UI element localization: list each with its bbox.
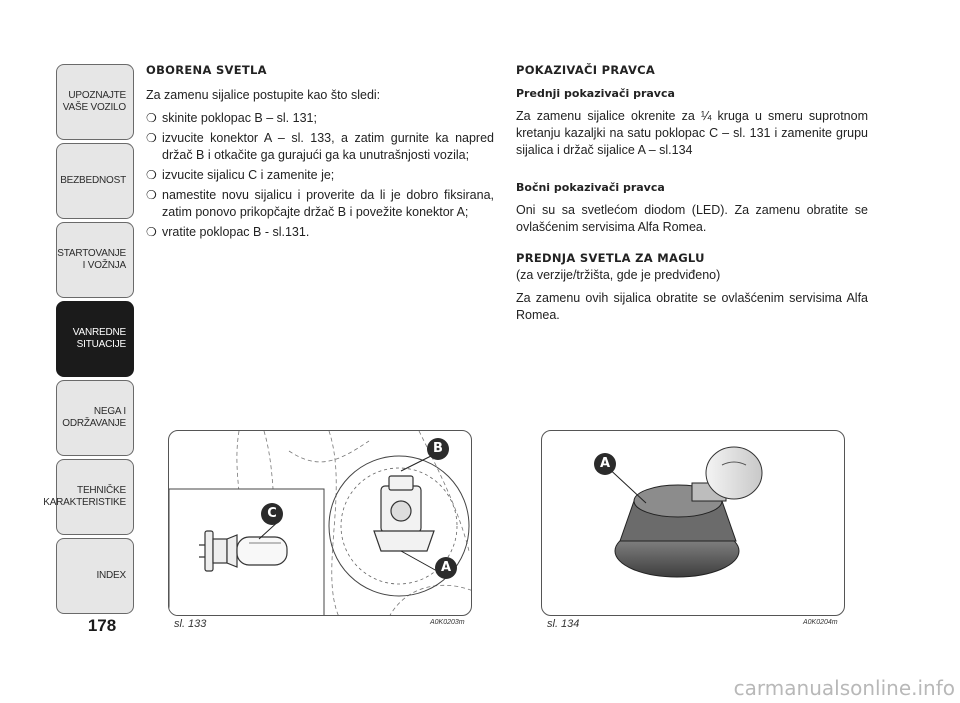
figure-caption-133: sl. 133 [174,618,207,630]
right-column [516,62,868,330]
step-list [146,110,494,241]
subtitle-bocni-pokazivaci: Bočni pokazivači pravca [516,181,665,194]
callout-a: A [435,557,457,579]
indicator-bulb-illustration [542,431,845,616]
list-item [146,110,494,127]
step-text: izvucite konektor A – sl. 133, a zatim gurnite ka napred držač B i otkačite ga gurajući ga ka unutrašnjosti vozila; [162,131,494,162]
figure-headlamp-bulb [168,430,472,616]
figure-code-133: A0K0203m [430,619,465,626]
section-title-svetla-za-maglu: PREDNJA SVETLA ZA MAGLU [516,251,705,265]
figure-caption-134: sl. 134 [547,618,580,630]
list-item [146,167,494,184]
step-text: skinite poklopac B – sl. 131; [162,111,317,125]
step-text: namestite novu sijalicu i proverite da li je dobro fiksirana, zatim ponovo prikopčajte držač B i povežite konektor A; [162,188,494,219]
tab-nega-i-odrzavanje[interactable]: NEGA I ODRŽAVANJE [56,380,134,456]
callout-c: C [261,503,283,525]
left-column [146,62,494,244]
callout-a: A [594,453,616,475]
tab-startovanje-i-voznja[interactable]: STARTOVANJE I VOŽNJA [56,222,134,298]
tab-upoznajte-vase-vozilo[interactable]: UPOZNAJTE VAŠE VOZILO [56,64,134,140]
tab-vanredne-situacije[interactable]: VANREDNE SITUACIJE [56,301,134,377]
section-title-oborena-svetla: OBORENA SVETLA [146,63,267,77]
headlamp-illustration [169,431,472,616]
tab-index[interactable]: INDEX [56,538,134,614]
subtitle-prednji-pokazivaci: Prednji pokazivači pravca [516,87,675,100]
step-text: vratite poklopac B - sl.131. [162,225,310,239]
list-item [146,224,494,241]
callout-b: B [427,438,449,460]
watermark: carmanualsonline.info [733,676,955,700]
side-indicator-text: Oni su sa svetlećom diodom (LED). Za zamenu obratite se ovlašćenim servisima Alfa Romea. [516,203,868,234]
bullet-icon: ❍ [146,131,157,145]
front-indicator-text: Za zamenu sijalice okrenite za ¼ kruga u smeru suprotnom kretanju kazaljki na satu poklopac C – sl. 131 i zamenite grupu sijalica i držač sijalice A – sl.134 [516,109,868,157]
list-item [146,130,494,164]
page-number: 178 [87,616,117,635]
section-title-pokazivaci-pravca: POKAZIVAČI PRAVCA [516,63,656,77]
bullet-icon: ❍ [146,168,157,182]
tab-bezbednost[interactable]: BEZBEDNOST [56,143,134,219]
figure-indicator-bulb [541,430,845,616]
tab-tehnicke-karakteristike[interactable]: TEHNIČKE KARAKTERISTIKE [56,459,134,535]
figure-code-134: A0K0204m [803,619,838,626]
bullet-icon: ❍ [146,188,157,202]
list-item [146,187,494,221]
bullet-icon: ❍ [146,225,157,239]
bullet-icon: ❍ [146,111,157,125]
fog-text: Za zamenu ovih sijalica obratite se ovlašćenim servisima Alfa Romea. [516,291,868,322]
intro-text: Za zamenu sijalice postupite kao što sledi: [146,88,381,102]
fog-subtitle: (za verzije/tržišta, gde je predviđeno) [516,268,721,282]
step-text: izvucite sijalicu C i zamenite je; [162,168,335,182]
